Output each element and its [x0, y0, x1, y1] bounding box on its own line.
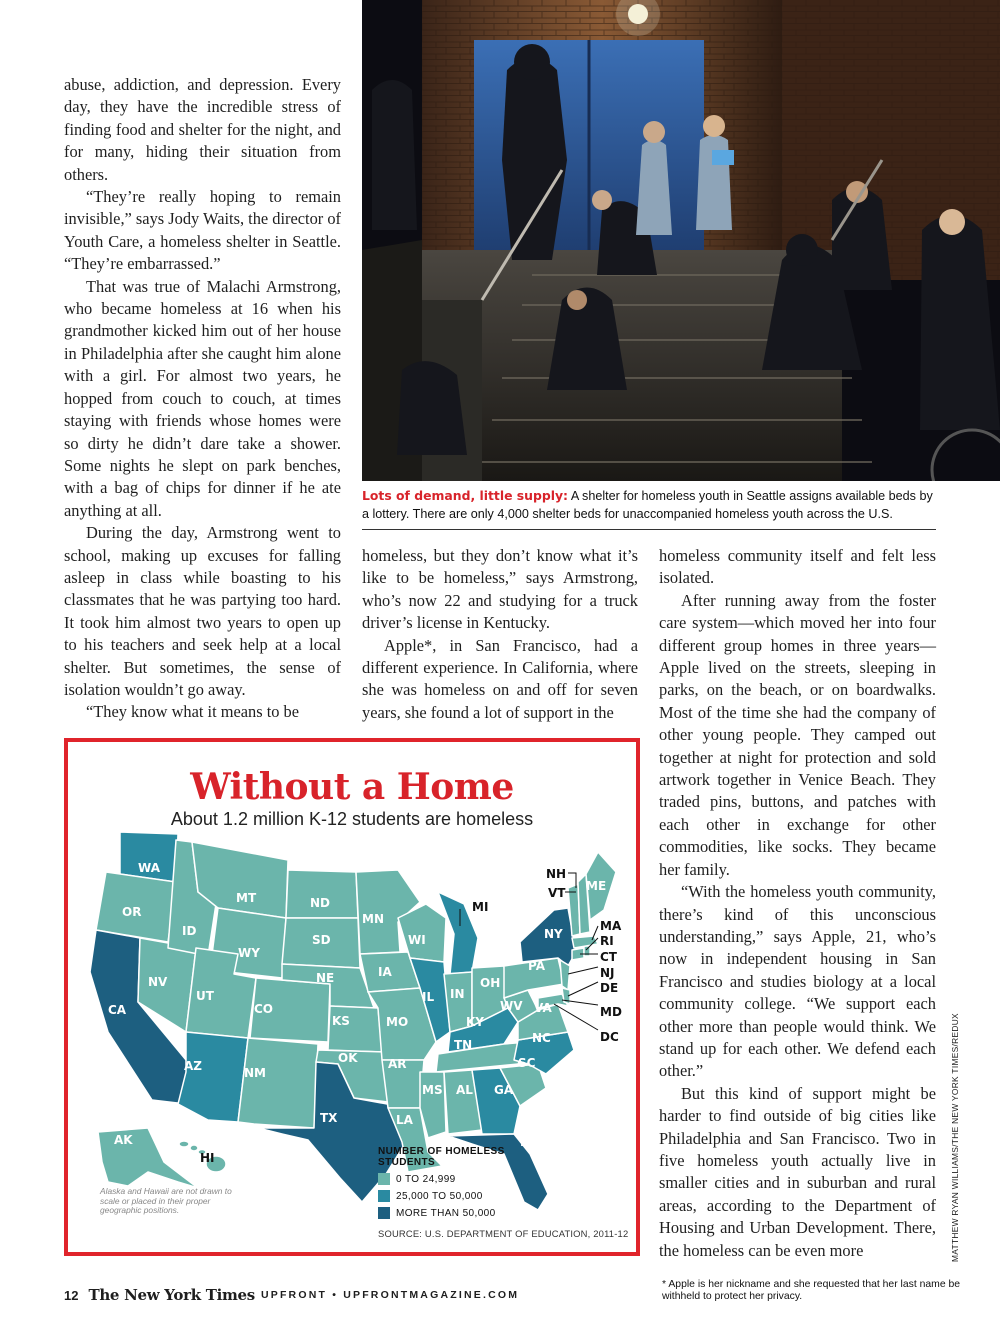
label-ky: KY	[466, 1015, 484, 1029]
label-ct: CT	[600, 950, 617, 964]
label-hi: HI	[200, 1151, 215, 1165]
label-al: AL	[456, 1083, 473, 1097]
label-vt: VT	[548, 886, 566, 900]
label-ok: OK	[338, 1051, 358, 1065]
label-ms: MS	[422, 1083, 443, 1097]
label-mo: MO	[386, 1015, 409, 1029]
footnote: * Apple is her nickname and she requested that her last name be withheld to protect her privacy.	[662, 1279, 961, 1302]
legend-item	[378, 1173, 518, 1185]
state-nj	[560, 960, 570, 990]
state-az	[178, 1032, 248, 1122]
label-dc: DC	[600, 1030, 619, 1044]
label-mi: MI	[472, 900, 489, 914]
label-ny: NY	[544, 927, 563, 941]
legend-title: NUMBER OF HOMELESS STUDENTS	[378, 1146, 505, 1168]
label-fl: FL	[520, 1135, 536, 1149]
paragraph: homeless, but they don’t know what it’s like to be homeless,” says Armstrong, who’s now 22 and studying for a truck driver’s license in Kentucky.	[362, 546, 638, 633]
state-ks	[328, 1006, 382, 1052]
state-ak	[98, 1128, 198, 1188]
legend-swatch	[378, 1207, 390, 1219]
label-co: CO	[254, 1002, 274, 1016]
paragraph: But this kind of support might be harder to find outside of big cities like Philadelphia and San Francisco. Two in five homeless youth actually live in smaller cities and in suburban and rural areas, according to the Department of Housing and Urban Development. There, the homeless can be even more	[659, 1083, 936, 1260]
legend-item	[378, 1207, 518, 1219]
legend-label: 25,000 TO 50,000	[396, 1190, 483, 1202]
label-tx: TX	[320, 1111, 338, 1125]
article-column-2	[362, 545, 638, 724]
label-ne: NE	[316, 971, 335, 985]
photo-caption	[362, 487, 936, 523]
label-va: VA	[534, 1001, 552, 1015]
label-nd: ND	[310, 896, 331, 910]
label-ks: KS	[332, 1014, 350, 1028]
article-column-3	[659, 545, 936, 1262]
label-pa: PA	[528, 959, 545, 973]
paragraph: homeless community itself and felt less isolated.	[659, 546, 936, 588]
caption-lead: Lots of demand, little supply:	[362, 488, 569, 503]
label-nj: NJ	[600, 966, 615, 980]
map-source: SOURCE: U.S. DEPARTMENT OF EDUCATION, 2011-12	[378, 1228, 629, 1239]
paragraph: During the day, Armstrong went to school, making up excuses for falling asleep in class while boasting to his classmates that he was partying too hard. It took him almost two years to open up to his teachers and seek help at a local shelter. But sometimes, the sense of isolation wouldn’t go away.	[64, 523, 341, 699]
legend-swatch	[378, 1173, 390, 1185]
label-oh: OH	[480, 976, 501, 990]
label-la: LA	[396, 1113, 413, 1127]
label-il: IL	[422, 990, 435, 1004]
legend-label: MORE THAN 50,000	[396, 1207, 496, 1219]
label-in: IN	[450, 987, 465, 1001]
page-number: 12	[64, 1287, 79, 1303]
legend-item	[378, 1190, 518, 1202]
photo-credit: MATTHEW RYAN WILLIAMS/THE NEW YORK TIMES/REDUX	[950, 1013, 960, 1262]
map-title: Without a Home	[190, 766, 514, 808]
map-note: Alaska and Hawaii are not drawn to scale or placed in their proper geographic positions.	[100, 1186, 232, 1215]
legend-label: 0 TO 24,999	[396, 1173, 456, 1185]
label-wy: WY	[238, 946, 260, 960]
map-subtitle: About 1.2 million K-12 students are homeless	[170, 809, 534, 829]
shelter-photo-illustration	[362, 0, 1000, 481]
label-ma: MA	[600, 919, 622, 933]
label-sd: SD	[312, 933, 331, 947]
label-or: OR	[122, 905, 142, 919]
legend-swatch	[378, 1190, 390, 1202]
paragraph: “With the homeless youth community, there’s kind of this unconscious understanding,” says Apple, 21, who’s now in independent housing in San Francisco and studies biology at a local community college. “We support each other more than people would think. We stand up for each other. We defend each other.”	[659, 882, 936, 1081]
label-md: MD	[600, 1005, 622, 1019]
paragraph: “They know what it means to be	[86, 702, 300, 722]
homeless-students-map	[64, 738, 640, 1256]
shelter-photo	[362, 0, 1000, 481]
label-ca: CA	[108, 1003, 127, 1017]
label-me: ME	[586, 879, 607, 893]
label-ut: UT	[196, 989, 214, 1003]
state-nm	[238, 1038, 318, 1128]
label-nv: NV	[148, 975, 168, 989]
paragraph: After running away from the foster care system—which moved her into four different group homes in three years—Apple lived on the streets, sleeping in parks, on the beach, or on boardwalks. Most of the time she had the company of other young people. They camped out together at night for protection and sold artwork together in Venice Beach. They traded pins, buttons, and patches with each other in exchange for other commodities, like socks. They became her family.	[659, 590, 936, 879]
label-nh: NH	[546, 867, 567, 881]
label-mt: MT	[236, 891, 257, 905]
label-az: AZ	[184, 1059, 202, 1073]
label-wv: WV	[500, 999, 523, 1013]
paragraph: “They’re really hoping to remain invisible,” says Jody Waits, the director of Youth Care, a homeless shelter in Seattle. “They’re embarrassed.”	[64, 187, 341, 274]
caption-divider	[362, 529, 936, 530]
label-ia: IA	[378, 965, 392, 979]
label-nc: NC	[532, 1031, 551, 1045]
article-column-1	[64, 74, 341, 724]
label-sc: SC	[518, 1056, 536, 1070]
label-nm: NM	[244, 1066, 266, 1080]
label-de: DE	[600, 981, 619, 995]
magazine-url: UPFRONT • UPFRONTMAGAZINE.COM	[260, 1289, 520, 1301]
state-nd	[286, 870, 358, 918]
label-ak: AK	[114, 1133, 133, 1147]
label-wi: WI	[408, 933, 426, 947]
label-ar: AR	[388, 1057, 407, 1071]
page-footer	[64, 1286, 519, 1304]
label-tn: TN	[454, 1038, 473, 1052]
paragraph: Apple*, in San Francisco, had a different experience. In California, where she was homeless on and off for seven years, she found a lot of support in the	[362, 635, 638, 722]
label-mn: MN	[362, 912, 384, 926]
label-ri: RI	[600, 934, 614, 948]
publisher-logo: The New York Times	[88, 1286, 255, 1304]
label-id: ID	[182, 924, 197, 938]
caption-text: A shelter for homeless youth in Seattle assigns available beds by a lottery. There are only 4,000 shelter beds for unaccompanied homeless youth across the U.S.	[362, 489, 933, 521]
label-ga: GA	[494, 1083, 514, 1097]
label-wa: WA	[138, 861, 160, 875]
us-map	[68, 742, 636, 1252]
map-legend	[378, 1146, 518, 1219]
paragraph: abuse, addiction, and depression. Every day, they have the incredible stress of finding food and shelter for the night, and for many, hiding their situation from others.	[64, 75, 341, 184]
paragraph: That was true of Malachi Armstrong, who became homeless at 16 when his grandmother kicked him out of her house in Philadelphia after she caught him alone with a girl. For almost two years, he hopped from couch to couch, at times staying with friends whose homes were so dirty he didn’t dare take a shower. Some nights he slept on park benches, with a bag of chips for dinner if he ate anything at all.	[64, 276, 341, 520]
